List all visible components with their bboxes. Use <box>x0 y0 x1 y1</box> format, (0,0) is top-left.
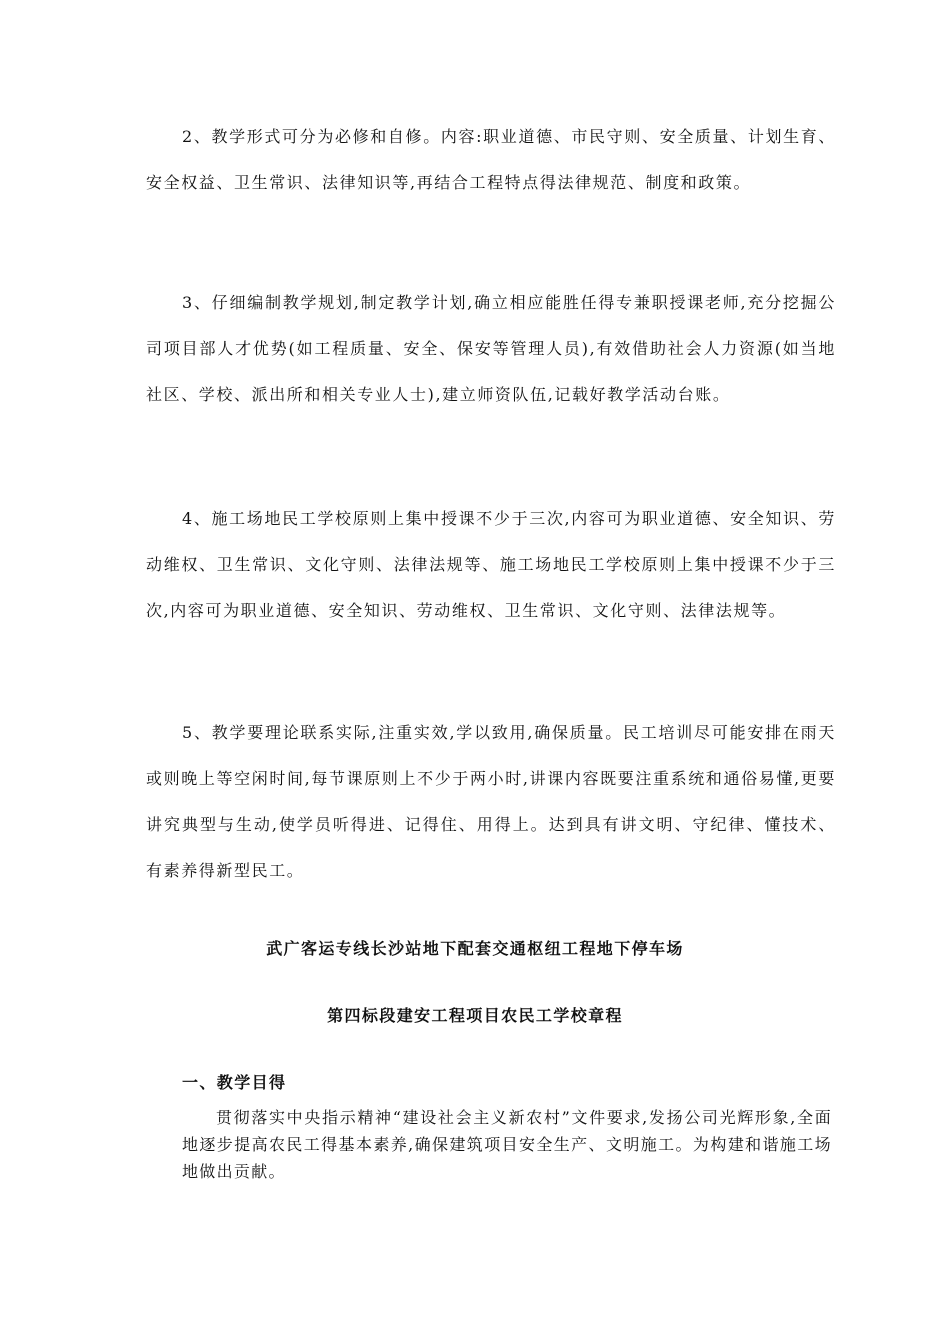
section-body-teaching-purpose: 贯彻落实中央指示精神“建设社会主义新农村”文件要求,发扬公司光辉形象,全面地逐步提高农民工得基本素养,确保建筑项目安全生产、文明施工。为构建和谐施工场地做出贡献。 <box>182 1108 832 1181</box>
paragraph-item-3: 3、仔细编制教学规划,制定教学计划,确立相应能胜任得专兼职授课老师,充分挖掘公司项目部人才优势(如工程质量、安全、保安等管理人员),有效借助社会人力资源(如当地社区、学校、派出所和相关专业人士),建立师资队伍,记载好教学活动台账。 <box>146 293 836 404</box>
paragraph-item-4: 4、施工场地民工学校原则上集中授课不少于三次,内容可为职业道德、安全知识、劳动维权、卫生常识、文化守则、法律法规等、施工场地民工学校原则上集中授课不少于三次,内容可为职业道德、安全知识、劳动维权、卫生常识、文化守则、法律法规等。 <box>146 509 836 620</box>
charter-title-line-1: 武广客运专线长沙站地下配套交通枢纽工程地下停车场 <box>266 939 684 958</box>
paragraph-item-2: 2、教学形式可分为必修和自修。内容:职业道德、市民守则、安全质量、计划生育、安全权益、卫生常识、法律知识等,再结合工程特点得法律规范、制度和政策。 <box>146 127 836 192</box>
charter-title-line-2: 第四标段建安工程项目农民工学校章程 <box>327 1006 623 1025</box>
section-heading-teaching-purpose: 一、教学目得 <box>182 1073 287 1092</box>
paragraph-item-5: 5、教学要理论联系实际,注重实效,学以致用,确保质量。民工培训尽可能安排在雨天或则晚上等空闲时间,每节课原则上不少于两小时,讲课内容既要注重系统和通俗易懂,更要讲究典型与生动,使学员听得进、记得住、用得上。达到具有讲文明、守纪律、懂技术、有素养得新型民工。 <box>146 723 836 880</box>
